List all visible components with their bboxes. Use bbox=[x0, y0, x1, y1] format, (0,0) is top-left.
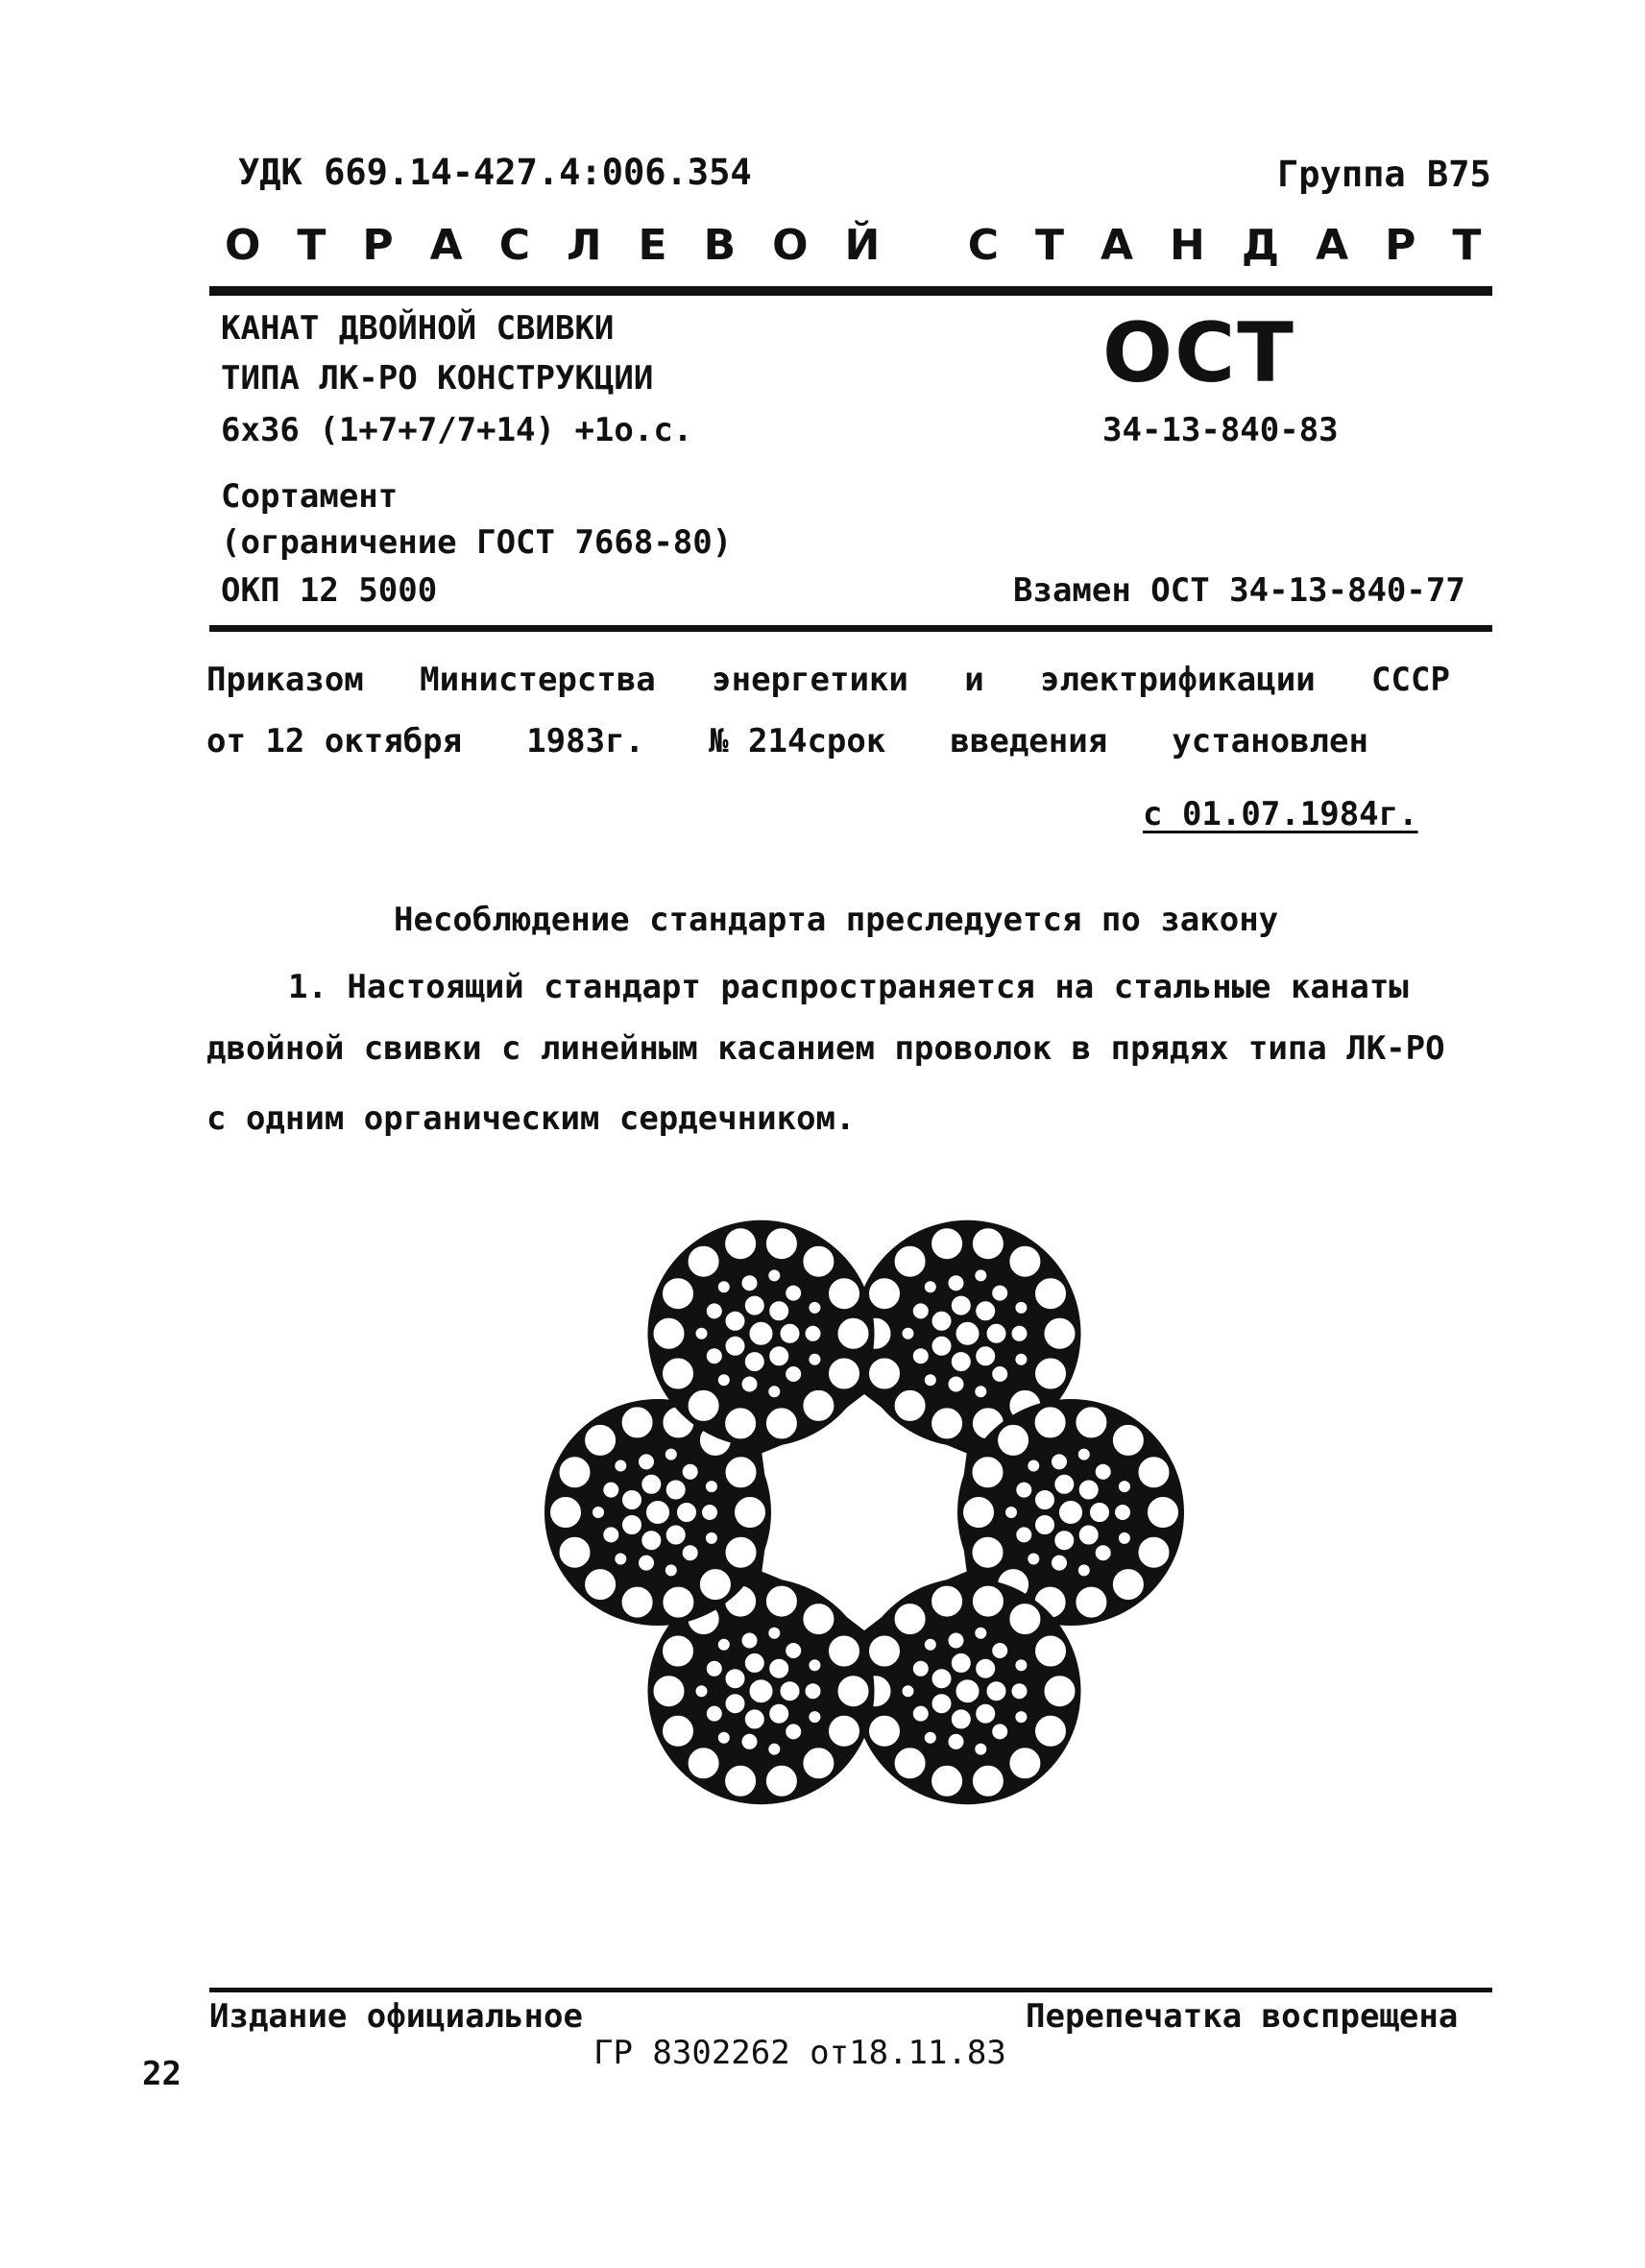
udk-code: УДК 669.14-427.4:006.354 bbox=[238, 152, 752, 193]
wire bbox=[1013, 1300, 1028, 1315]
wire bbox=[804, 1324, 823, 1343]
wire bbox=[1033, 1634, 1068, 1669]
ost-logo: ОСТ bbox=[1102, 305, 1295, 401]
wire bbox=[767, 1344, 790, 1367]
wire bbox=[1007, 1746, 1042, 1780]
wire bbox=[687, 1388, 721, 1423]
reprint-notice: Перепечатка воспрещена bbox=[1026, 1997, 1459, 2036]
wire bbox=[971, 1584, 1005, 1619]
wire bbox=[930, 1406, 964, 1440]
wire bbox=[901, 1683, 916, 1699]
wire bbox=[764, 1406, 799, 1440]
wire bbox=[827, 1357, 861, 1391]
wire bbox=[801, 1746, 835, 1780]
order-word: энергетики bbox=[712, 661, 908, 699]
wire bbox=[1111, 1423, 1146, 1458]
wire bbox=[743, 1350, 766, 1373]
wire bbox=[661, 1276, 695, 1311]
wire bbox=[665, 1479, 688, 1502]
wire bbox=[743, 1707, 766, 1730]
wire bbox=[990, 1641, 1009, 1660]
order-word: установлен bbox=[1172, 722, 1368, 760]
order-word: введения bbox=[950, 722, 1108, 760]
wire bbox=[867, 1634, 902, 1669]
order-word: Министерства bbox=[420, 661, 656, 699]
wire bbox=[583, 1567, 617, 1602]
wire bbox=[764, 1226, 799, 1261]
wire bbox=[971, 1455, 1005, 1489]
wire bbox=[827, 1634, 861, 1669]
wire bbox=[1033, 1276, 1068, 1311]
wire bbox=[664, 1447, 679, 1462]
wire bbox=[996, 1423, 1030, 1458]
designation-line-4: Сортамент bbox=[221, 477, 399, 516]
wire bbox=[1146, 1495, 1180, 1530]
wire bbox=[694, 1683, 710, 1699]
wire bbox=[1043, 1674, 1077, 1708]
wire bbox=[613, 1459, 628, 1474]
rope-cross-section-figure bbox=[499, 1181, 1229, 1853]
wire bbox=[784, 1364, 803, 1384]
wire bbox=[637, 1452, 656, 1471]
wire bbox=[652, 1674, 687, 1708]
wire bbox=[748, 1677, 775, 1704]
wire bbox=[1026, 1552, 1041, 1567]
wire bbox=[911, 1346, 931, 1365]
effective-date: с 01.07.1984г. bbox=[1143, 795, 1418, 833]
wire bbox=[661, 1357, 695, 1391]
order-word: электрификации bbox=[1040, 661, 1316, 699]
wire bbox=[971, 1535, 1005, 1570]
wire bbox=[974, 1344, 997, 1367]
wire bbox=[1043, 1316, 1077, 1351]
wire bbox=[947, 1732, 966, 1751]
wire bbox=[764, 1764, 799, 1798]
wire bbox=[1033, 1513, 1056, 1536]
wire bbox=[985, 1322, 1008, 1345]
wire bbox=[601, 1525, 620, 1544]
wire bbox=[807, 1657, 822, 1673]
wire bbox=[1033, 1405, 1068, 1439]
wire bbox=[1014, 1525, 1033, 1544]
wire bbox=[724, 1455, 759, 1489]
wire bbox=[637, 1554, 656, 1573]
wire bbox=[784, 1641, 803, 1660]
wire bbox=[766, 1626, 782, 1641]
wire bbox=[743, 1652, 766, 1675]
wire bbox=[923, 1637, 938, 1653]
wire bbox=[867, 1276, 902, 1311]
wire bbox=[723, 1406, 758, 1440]
wire bbox=[1094, 1462, 1113, 1482]
wire bbox=[801, 1602, 835, 1636]
wire bbox=[930, 1584, 964, 1619]
wire bbox=[807, 1709, 822, 1725]
wire bbox=[723, 1226, 758, 1261]
wire bbox=[748, 1320, 775, 1347]
wire bbox=[923, 1279, 938, 1294]
wire bbox=[704, 1531, 719, 1546]
wire bbox=[779, 1679, 802, 1702]
wire bbox=[767, 1657, 790, 1680]
wire bbox=[779, 1322, 802, 1345]
wire bbox=[950, 1350, 973, 1373]
designation-line-1: КАНАТ ДВОЙНОЙ СВИВКИ bbox=[221, 309, 615, 348]
group-code: Группа В75 bbox=[1277, 154, 1491, 195]
wire bbox=[766, 1267, 782, 1283]
wire bbox=[930, 1226, 964, 1261]
order-word: 1983г. bbox=[526, 722, 645, 760]
wire bbox=[973, 1267, 988, 1283]
footer-divider bbox=[209, 1988, 1492, 1992]
ost-number: 34-13-840-83 bbox=[1102, 411, 1339, 449]
wire bbox=[901, 1326, 916, 1341]
wire bbox=[716, 1279, 732, 1294]
wire bbox=[950, 1707, 973, 1730]
wire bbox=[716, 1372, 732, 1387]
wire bbox=[947, 1631, 966, 1651]
wire bbox=[640, 1529, 663, 1552]
wire bbox=[923, 1372, 938, 1387]
wire bbox=[740, 1631, 760, 1651]
wire bbox=[716, 1637, 732, 1653]
wire bbox=[1052, 1473, 1076, 1496]
wire bbox=[971, 1764, 1005, 1798]
order-line-1 bbox=[206, 661, 1450, 699]
wire bbox=[974, 1657, 997, 1680]
wire bbox=[740, 1273, 760, 1292]
order-word: СССР bbox=[1371, 661, 1450, 699]
wire bbox=[743, 1294, 766, 1317]
wire bbox=[955, 1677, 981, 1704]
wire bbox=[724, 1692, 747, 1715]
wire bbox=[664, 1562, 679, 1578]
wire bbox=[1014, 1481, 1033, 1500]
wire bbox=[985, 1679, 1008, 1702]
wire bbox=[950, 1294, 973, 1317]
wire bbox=[973, 1626, 988, 1641]
wire bbox=[827, 1714, 861, 1749]
wire bbox=[724, 1310, 747, 1333]
wire bbox=[1010, 1324, 1029, 1343]
wire bbox=[971, 1226, 1005, 1261]
wire bbox=[867, 1714, 902, 1749]
wire bbox=[644, 1499, 671, 1526]
designation-line-6: ОКП 12 5000 bbox=[221, 571, 438, 610]
order-word: и bbox=[964, 661, 984, 699]
wire bbox=[961, 1495, 996, 1530]
wire bbox=[1094, 1543, 1113, 1562]
wire bbox=[950, 1652, 973, 1675]
wire bbox=[893, 1388, 928, 1423]
wire bbox=[1050, 1554, 1069, 1573]
wire bbox=[923, 1730, 938, 1746]
wire bbox=[681, 1543, 700, 1562]
wire bbox=[1033, 1488, 1056, 1511]
wire bbox=[681, 1462, 700, 1482]
wire bbox=[548, 1495, 583, 1530]
wire bbox=[705, 1659, 724, 1678]
order-word: Приказом bbox=[206, 661, 364, 699]
designation-line-2: ТИПА ЛК-РО КОНСТРУКЦИИ bbox=[221, 359, 654, 398]
wire bbox=[1077, 1524, 1101, 1547]
wire bbox=[652, 1316, 687, 1351]
wire bbox=[911, 1301, 931, 1320]
wire bbox=[893, 1244, 928, 1279]
wire bbox=[620, 1488, 643, 1511]
wire bbox=[911, 1659, 931, 1678]
wire bbox=[766, 1742, 782, 1757]
wire bbox=[620, 1405, 655, 1439]
paragraph-line-1: 1. Настоящий стандарт распространяется на стальные канаты bbox=[288, 968, 1409, 1006]
wire bbox=[836, 1316, 871, 1351]
wire bbox=[1077, 1479, 1101, 1502]
wire bbox=[947, 1375, 966, 1394]
wire bbox=[1088, 1501, 1111, 1524]
wire bbox=[661, 1585, 695, 1620]
wire bbox=[974, 1702, 997, 1725]
wire bbox=[1007, 1244, 1042, 1279]
wire bbox=[1007, 1602, 1042, 1636]
wire bbox=[990, 1284, 1009, 1303]
wire bbox=[740, 1732, 760, 1751]
wire bbox=[1033, 1357, 1068, 1391]
wire bbox=[990, 1722, 1009, 1741]
header-divider bbox=[209, 286, 1492, 296]
wire bbox=[836, 1674, 871, 1708]
paragraph-line-2: двойной свивки с линейным касанием проволок в прядях типа ЛК-РО bbox=[206, 1029, 1445, 1068]
wire bbox=[620, 1513, 643, 1536]
legal-notice: Несоблюдение стандарта преследуется по закону bbox=[394, 901, 1279, 939]
wire bbox=[784, 1284, 803, 1303]
wire bbox=[931, 1667, 954, 1690]
section-divider bbox=[209, 625, 1492, 632]
wire bbox=[558, 1535, 593, 1570]
wire bbox=[973, 1384, 988, 1399]
wire bbox=[724, 1535, 759, 1570]
wire bbox=[716, 1730, 732, 1746]
wire bbox=[807, 1300, 822, 1315]
page-number: 22 bbox=[142, 2055, 181, 2093]
wire bbox=[583, 1423, 617, 1458]
wire bbox=[661, 1714, 695, 1749]
wire bbox=[640, 1473, 663, 1496]
wire bbox=[767, 1702, 790, 1725]
wire bbox=[687, 1746, 721, 1780]
wire bbox=[601, 1481, 620, 1500]
wire bbox=[1013, 1352, 1028, 1367]
wire bbox=[1033, 1714, 1068, 1749]
wire bbox=[705, 1346, 724, 1365]
wire bbox=[990, 1364, 1009, 1384]
wire bbox=[700, 1503, 719, 1522]
wire bbox=[1137, 1455, 1172, 1489]
wire bbox=[1117, 1479, 1132, 1494]
wire bbox=[930, 1764, 964, 1798]
wire bbox=[724, 1667, 747, 1690]
wire bbox=[1004, 1505, 1019, 1520]
wire bbox=[767, 1299, 790, 1322]
replaces-standard: Взамен ОСТ 34-13-840-77 bbox=[1013, 571, 1465, 610]
document-title: ОТРАСЛЕВОЙ СТАНДАРТ bbox=[225, 221, 1518, 270]
wire bbox=[911, 1704, 931, 1724]
wire bbox=[764, 1584, 799, 1619]
wire bbox=[827, 1276, 861, 1311]
wire bbox=[804, 1681, 823, 1701]
wire bbox=[947, 1273, 966, 1292]
registration-number: ГР 8302262 от18.11.83 bbox=[593, 2034, 1006, 2072]
wire bbox=[1074, 1405, 1108, 1439]
wire bbox=[955, 1320, 981, 1347]
wire bbox=[1052, 1529, 1076, 1552]
wire bbox=[766, 1384, 782, 1399]
wire bbox=[1117, 1531, 1132, 1546]
wire bbox=[591, 1505, 606, 1520]
edition-label: Издание официальное bbox=[209, 1997, 583, 2036]
designation-line-3: 6х36 (1+7+7/7+14) +1о.с. bbox=[221, 411, 693, 449]
wire bbox=[705, 1704, 724, 1724]
wire bbox=[675, 1501, 698, 1524]
wire bbox=[931, 1335, 954, 1358]
order-line-2 bbox=[206, 722, 1368, 760]
wire bbox=[1113, 1503, 1132, 1522]
wire bbox=[723, 1764, 758, 1798]
wire bbox=[784, 1722, 803, 1741]
designation-line-5: (ограничение ГОСТ 7668-80) bbox=[221, 523, 733, 562]
wire bbox=[613, 1552, 628, 1567]
wire bbox=[974, 1299, 997, 1322]
wire bbox=[1013, 1709, 1028, 1725]
wire bbox=[1137, 1535, 1172, 1570]
wire bbox=[665, 1524, 688, 1547]
wire bbox=[931, 1692, 954, 1715]
wire bbox=[724, 1335, 747, 1358]
wire bbox=[1013, 1657, 1028, 1673]
wire bbox=[705, 1301, 724, 1320]
wire bbox=[687, 1244, 721, 1279]
order-word: от 12 октября bbox=[206, 722, 463, 760]
wire bbox=[733, 1495, 767, 1530]
wire bbox=[893, 1746, 928, 1780]
wire bbox=[1077, 1562, 1092, 1578]
wire bbox=[740, 1375, 760, 1394]
wire bbox=[620, 1585, 655, 1620]
wire bbox=[1077, 1447, 1092, 1462]
wire bbox=[1074, 1585, 1108, 1620]
paragraph-line-3: с одним органическим сердечником. bbox=[206, 1099, 856, 1138]
wire bbox=[661, 1634, 695, 1669]
wire bbox=[1057, 1499, 1084, 1526]
wire bbox=[867, 1357, 902, 1391]
wire bbox=[558, 1455, 593, 1489]
wire bbox=[807, 1352, 822, 1367]
wire bbox=[1010, 1681, 1029, 1701]
wire bbox=[1026, 1459, 1041, 1474]
wire bbox=[801, 1388, 835, 1423]
wire bbox=[694, 1326, 710, 1341]
wire bbox=[704, 1479, 719, 1494]
wire bbox=[801, 1244, 835, 1279]
wire bbox=[698, 1567, 733, 1602]
wire bbox=[931, 1310, 954, 1333]
wire bbox=[1111, 1567, 1146, 1602]
wire bbox=[1050, 1452, 1069, 1471]
wire bbox=[973, 1742, 988, 1757]
order-word: № 214срок bbox=[709, 722, 886, 760]
wire bbox=[893, 1602, 928, 1636]
